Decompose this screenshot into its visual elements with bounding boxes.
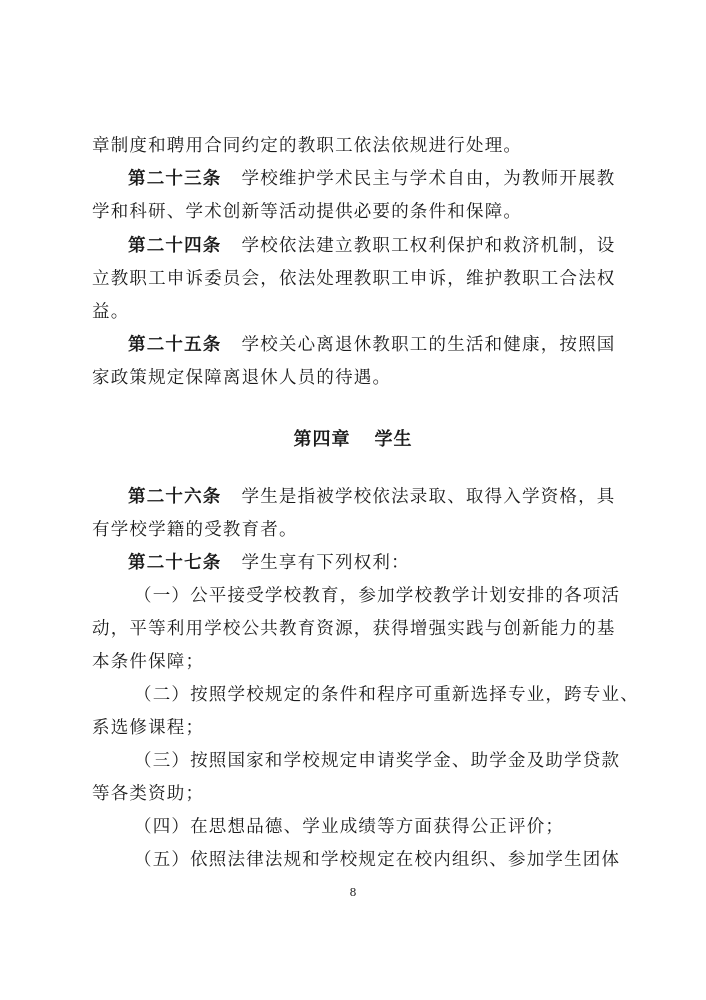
chapter-heading	[0, 423, 706, 456]
article-23	[92, 163, 648, 196]
page-number: 8	[349, 886, 357, 899]
text-line: 益。	[92, 302, 130, 322]
list-item: （四）在思想品德、学业成绩等方面获得公正评价；	[134, 817, 565, 837]
text-line: 系选修课程；	[92, 718, 205, 738]
text-line: 有学校学籍的受教育者。	[92, 520, 298, 540]
article-27	[92, 547, 648, 580]
text-line: 章制度和聘用合同约定的教职工依法依规进行处理。	[92, 136, 523, 156]
article-heading: 第二十五条	[128, 335, 222, 355]
article-26	[92, 481, 648, 514]
text-line: 学生享有下列权利：	[241, 553, 410, 573]
list-item: （一）公平接受学校教育，参加学校教学计划安排的各项活	[134, 586, 621, 606]
article-heading: 第二十七条	[128, 553, 222, 573]
article-heading: 第二十三条	[128, 169, 222, 189]
article-25	[92, 329, 648, 362]
text-line: 学校依法建立教职工权利保护和救济机制，设	[241, 236, 616, 256]
text-line: 学生是指被学校依法录取、取得入学资格，具	[241, 487, 616, 507]
text-line: 本条件保障；	[92, 652, 205, 672]
text-line: 等各类资助；	[92, 784, 205, 804]
list-item: （二）按照学校规定的条件和程序可重新选择专业，跨专业、	[134, 685, 639, 705]
text-line: 家政策规定保障离退休人员的待遇。	[92, 368, 392, 388]
article-heading: 第二十六条	[128, 487, 222, 507]
text-line: 学校维护学术民主与学术自由，为教师开展教	[241, 169, 616, 189]
list-item: （三）按照国家和学校规定申请奖学金、助学金及助学贷款	[134, 751, 621, 771]
text-line: 立教职工申诉委员会，依法处理教职工申诉，维护教职工合法权	[92, 269, 616, 289]
chapter-title: 学生	[374, 429, 413, 450]
article-heading: 第二十四条	[128, 236, 222, 256]
article-24	[92, 230, 648, 263]
chapter-number: 第四章	[293, 429, 351, 450]
text-line: 学校关心离退休教职工的生活和健康，按照国	[241, 335, 616, 355]
text-line: 学和科研、学术创新等活动提供必要的条件和保障。	[92, 202, 523, 222]
list-item: （五）依照法律法规和学校规定在校内组织、参加学生团体	[134, 850, 621, 870]
text-line: 动，平等利用学校公共教育资源，获得增强实践与创新能力的基	[92, 619, 616, 639]
